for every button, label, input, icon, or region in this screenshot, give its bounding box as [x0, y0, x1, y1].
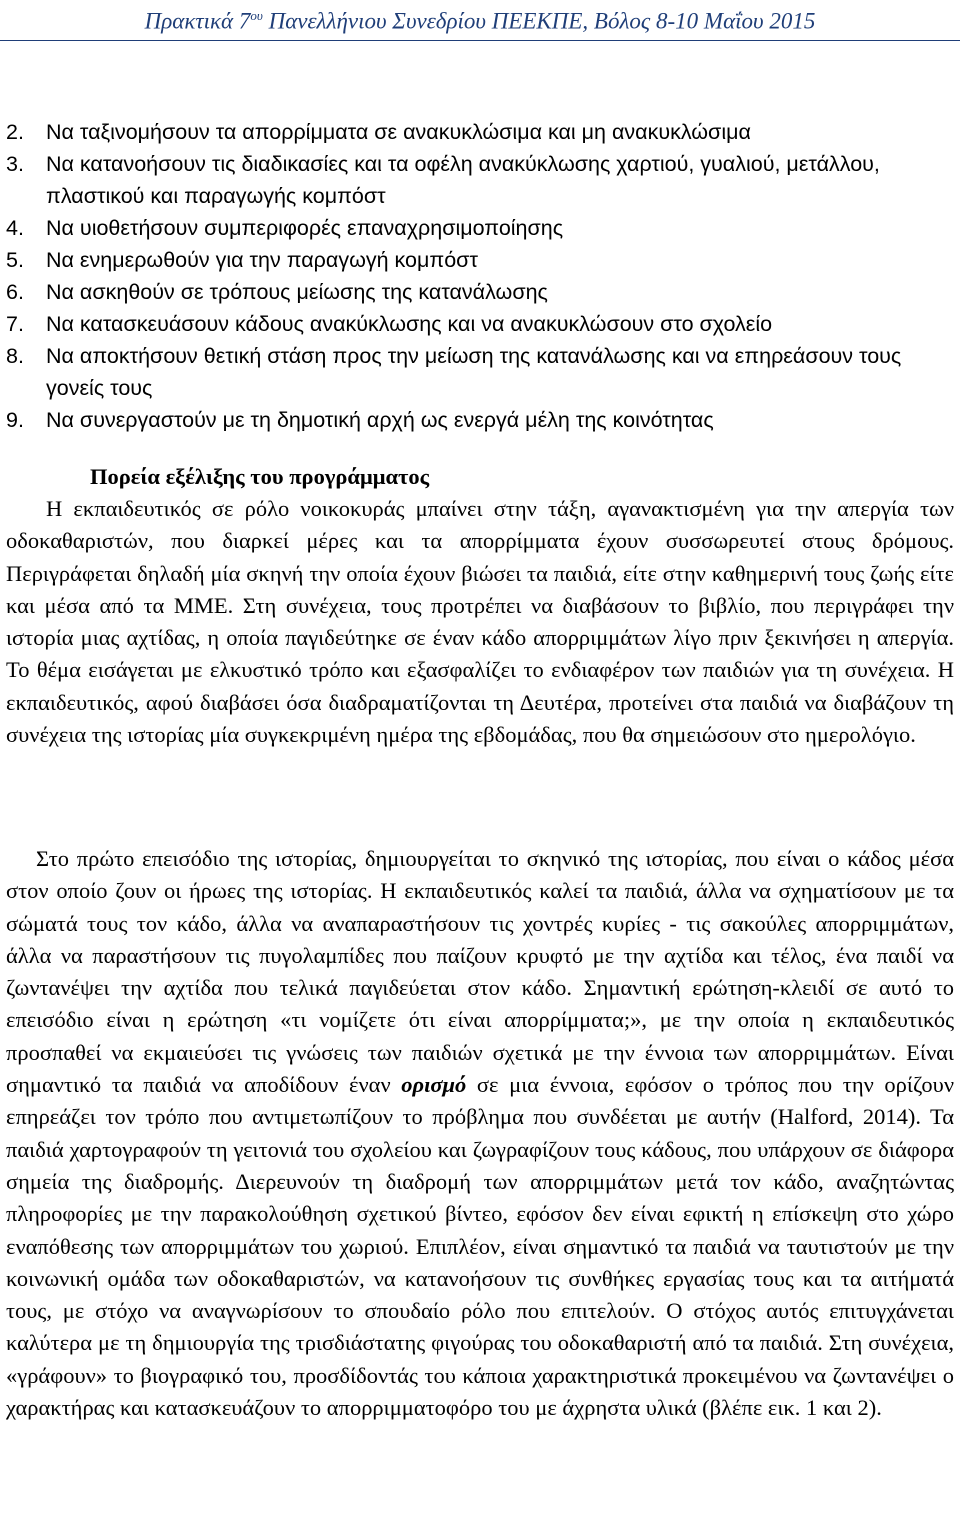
- header-rule: [0, 40, 960, 41]
- list-item-number: 5.: [6, 248, 24, 272]
- list-item-text: Να αποκτήσουν θετική στάση προς την μείωση της κατανάλωσης και να επηρεάσουν τους γονείς τους: [46, 344, 902, 400]
- objectives-list: [6, 116, 950, 436]
- section-heading: Πορεία εξέλιξης του προγράμματος: [90, 464, 430, 489]
- list-item-text: Να κατανοήσουν τις διαδικασίες και τα οφέλη ανακύκλωσης χαρτιού, γυαλιού, μετάλλου, πλαστικού και παραγωγής κομπόστ: [46, 152, 880, 208]
- list-item: [6, 148, 950, 212]
- list-item-number: 7.: [6, 312, 24, 336]
- body-paragraph: Η εκπαιδευτικός σε ρόλο νοικοκυράς μπαίνει στην τάξη, αγανακτισμένη για την απεργία των οδοκαθαριστών, που διαρκεί μέρες και τα απορρίμματα έχουν συσσωρευτεί στους δρόμους. Περιγράφεται δηλαδή μία σκηνή την οποία έχουν βιώσει τα παιδιά, είτε στην καθημερινή τους ζωής είτε και μέσα από τα ΜΜΕ. Στη συνέχεια, τους προτρέπει να διαβάσουν το βιβλίο, που περιγράφει την ιστορία μιας αχτίδας, η οποία παγιδεύτηκε σε έναν κάδο απορριμμάτων λίγο πριν ξεκινήσει η απεργία. Το θέμα εισάγεται με ελκυστικό τρόπο και εξασφαλίζει το ενδιαφέρον των παιδιών για τη συνέχεια. Η εκπαιδευτικός, αφού διαβάσει όσα διαδραματίζονται τη Δευτέρα, προτείνει στα παιδιά να διαβάζουν τη συνέχεια της ιστορίας μία συγκεκριμένη ημέρα της εβδομάδας, που θα σημειώσουν στο ημερολόγιο.: [6, 496, 954, 748]
- list-item-text: Να ενημερωθούν για την παραγωγή κομπόστ: [46, 248, 478, 272]
- body-paragraph: [6, 843, 954, 1424]
- list-item-text: Να υιοθετήσουν συμπεριφορές επαναχρησιμοποίησης: [46, 216, 564, 240]
- list-item: [6, 212, 950, 244]
- list-item-number: 6.: [6, 280, 24, 304]
- running-title-suffix: Πανελλήνιου Συνεδρίου ΠΕΕΚΠΕ, Βόλος 8-10 Μαΐου 2015: [262, 8, 816, 34]
- list-item-text: Να συνεργαστούν με τη δημοτική αρχή ως ενεργά μέλη της κοινότητας: [46, 408, 714, 432]
- list-item: [6, 116, 950, 148]
- list-item-text: Να κατασκευάσουν κάδους ανακύκλωσης και να ανακυκλώσουν στο σχολείο: [46, 312, 773, 336]
- paragraph-text: σε μια έννοια, εφόσον ο τρόπος που την ορίζουν επηρεάζει τον τρόπο που αντιμετωπίζουν το πρόβλημα που συνδέεται με αυτήν (Halford, 2014). Τα παιδιά χαρτογραφούν τη γειτονιά του σχολείου και ζωγραφίζουν τους κάδους, που υπάρχουν σε διάφορα σημεία της διαδρομής. Διερευνούν τη διαδρομή των απορριμμάτων μετά τον κάδο, αναζητώντας πληροφορίες με την παρακολούθηση σχετικού βίντεο, εφόσον δεν είναι εφικτή η επίσκεψη στο χώρο εναπόθεσης των απορριμμάτων του χωριού. Επιπλέον, είναι σημαντικό τα παιδιά να ταυτιστούν με την κοινωνική ομάδα των οδοκαθαριστών, να κατανοήσουν τις συνθήκες εργασίας τους και τα αιτήματά τους, με στόχο να αναγνωρίσουν το σπουδαίο ρόλο που επιτελούν. Ο στόχος αυτός επιτυγχάνεται καλύτερα με τη δημιουργία της τρισδιάστατης φιγούρας του οδοκαθαριστή από τα παιδιά. Στη συνέχεια, «γράφουν» το βιογραφικό του, προσδίδοντάς του κάποια χαρακτηριστικά προκειμένου να ζωντανέψει ο χαρακτήρας και κατασκευάζουν το απορριμματοφόρο του με άχρηστα υλικά (βλέπε εικ. 1 και 2).: [6, 1072, 954, 1421]
- list-item-text: Να ταξινομήσουν τα απορρίμματα σε ανακυκλώσιμα και μη ανακυκλώσιμα: [46, 120, 751, 144]
- list-item: [6, 308, 950, 340]
- list-item: [6, 276, 950, 308]
- list-item-number: 8.: [6, 344, 24, 368]
- list-item-number: 2.: [6, 120, 24, 144]
- list-item-text: Να ασκηθούν σε τρόπους μείωσης της κατανάλωσης: [46, 280, 548, 304]
- running-title-superscript: ου: [250, 8, 263, 23]
- emphasized-term: ορισμό: [401, 1072, 467, 1098]
- list-item-number: 3.: [6, 152, 24, 176]
- list-item: [6, 404, 950, 436]
- list-item-number: 4.: [6, 216, 24, 240]
- list-item: [6, 340, 950, 404]
- running-header: [0, 2, 960, 36]
- list-item: [6, 244, 950, 276]
- list-item-number: 9.: [6, 408, 24, 432]
- running-title-prefix: Πρακτικά 7: [144, 8, 251, 34]
- paragraph-text: Στο πρώτο επεισόδιο της ιστορίας, δημιουργείται το σκηνικό της ιστορίας, που είναι ο κάδος μέσα στον οποίο ζουν οι ήρωες της ιστορίας. Η εκπαιδευτικός καλεί τα παιδιά, άλλα να σχηματίσουν με τα σώματά τους τον κάδο, άλλα να αναπαραστήσουν τις χοντρές κυρίες - τις σακούλες απορριμμάτων, άλλα να παραστήσουν τις πυγολαμπίδες που παίζουν κρυφτό με την αχτίδα και τέλος, ένα παιδί να ζωντανέψει την αχτίδα που τελικά παγιδεύεται στον κάδο. Σημαντική ερώτηση-κλειδί σε αυτό το επεισόδιο είναι η ερώτηση «τι νομίζετε ότι είναι απορρίμματα;», με την οποία η εκπαιδευτικός προσπαθεί να εκμαιεύσει τις γνώσεις των παιδιών σχετικά με την έννοια των απορριμμάτων. Είναι σημαντικό τα παιδιά να αποδίδουν έναν: [6, 846, 954, 1098]
